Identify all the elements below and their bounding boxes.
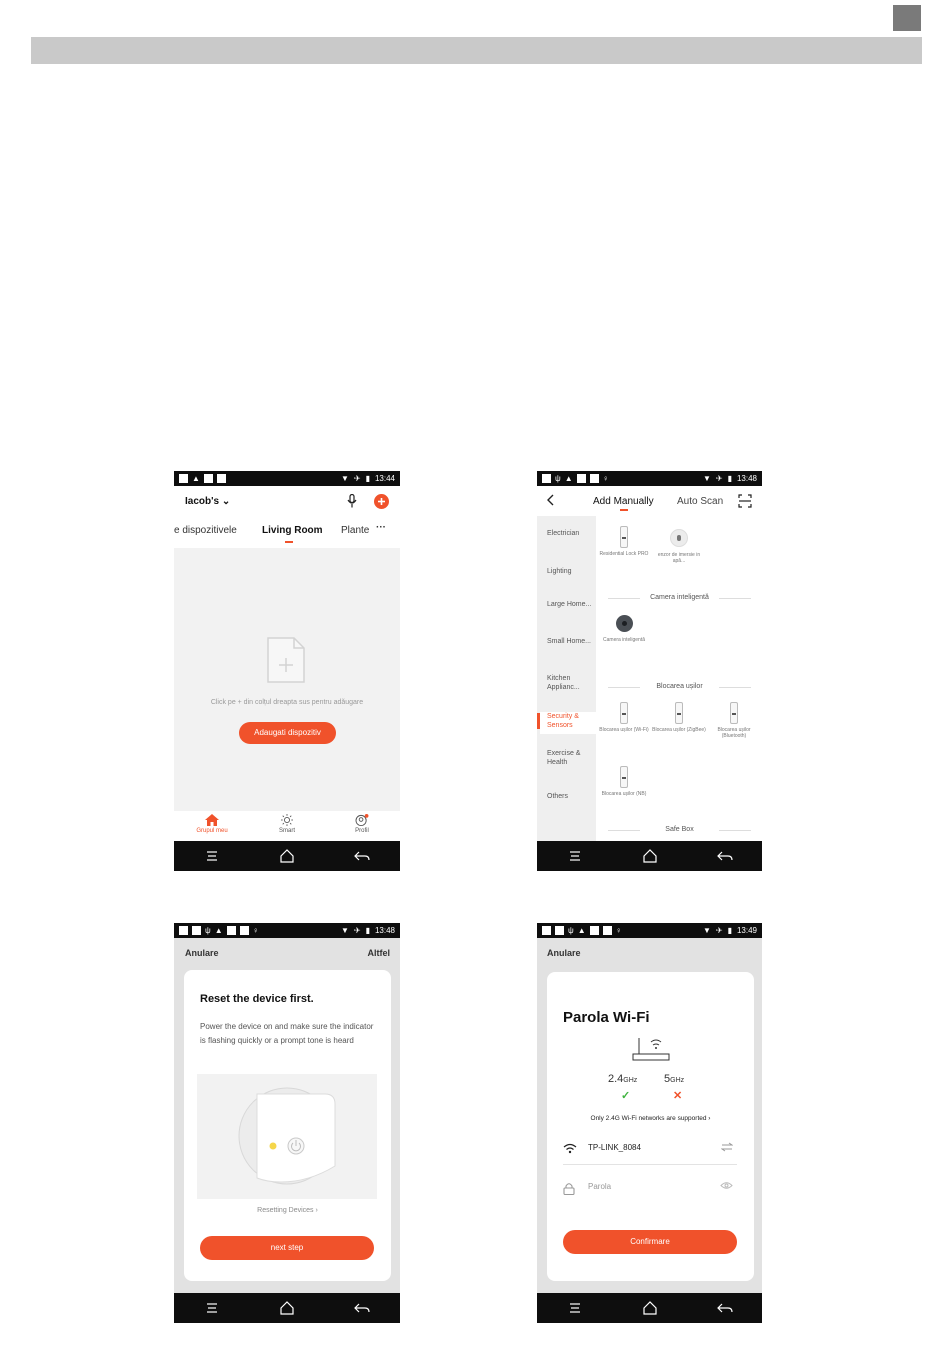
device-label: Blocarea ușilor (ZigBee) — [652, 727, 706, 733]
home-icon — [205, 814, 219, 826]
door-lock-icon — [675, 702, 683, 724]
frequency-24 — [608, 1073, 637, 1085]
wifi-icon: ▼ — [702, 926, 711, 935]
status-bar: ▲ ▼ ✈ ▮ 13:44 — [174, 471, 400, 486]
screenshot-home — [174, 471, 400, 871]
device-tile[interactable] — [706, 702, 762, 739]
door-lock-icon — [620, 766, 628, 788]
tab-all-devices[interactable]: e dispozitivele — [174, 525, 237, 536]
home-name: Iacob's — [185, 496, 220, 507]
category-item[interactable]: Kitchen Applianc... — [547, 675, 580, 691]
card-description: Power the device on and make sure the indicator is flashing quickly or a prompt tone is heard — [200, 1022, 374, 1045]
screenshot-add-device — [537, 471, 762, 871]
reset-card — [184, 970, 391, 1281]
category-item[interactable]: Large Home... — [547, 601, 592, 608]
switch-network-icon[interactable] — [721, 1142, 733, 1152]
wifi-ssid: TP-LINK_8084 — [588, 1143, 641, 1152]
other-button[interactable]: Altfel — [367, 948, 390, 958]
sun-icon — [280, 814, 294, 826]
android-nav-bar — [174, 841, 400, 871]
category-list — [537, 516, 596, 841]
wifi-support-note[interactable] — [547, 1115, 754, 1122]
section-header: Camera inteligentă — [608, 594, 751, 601]
device-tile[interactable] — [651, 526, 707, 564]
category-item[interactable]: Lighting — [547, 568, 572, 575]
water-sensor-icon — [670, 529, 688, 547]
back-icon[interactable] — [715, 1301, 735, 1315]
profile-icon — [354, 814, 370, 826]
home-nav-icon[interactable] — [640, 1301, 660, 1315]
back-icon[interactable] — [352, 1301, 372, 1315]
add-device-button[interactable]: Adaugati dispozitiv — [239, 722, 336, 744]
home-selector[interactable] — [185, 496, 230, 507]
device-tile[interactable] — [596, 766, 652, 797]
back-arrow-icon[interactable] — [546, 494, 555, 506]
link-label: Resetting Devices — [257, 1207, 314, 1214]
battery-icon: ▮ — [727, 474, 732, 483]
device-label: Blocarea ușilor (NB) — [601, 791, 647, 797]
android-nav-bar — [537, 841, 762, 871]
indicator-light-icon — [270, 1143, 277, 1150]
device-grid — [596, 516, 762, 841]
wifi-icon: ▼ — [340, 474, 349, 483]
frequency-unit: GHz — [623, 1077, 638, 1084]
door-lock-icon — [730, 702, 738, 724]
status-time: 13:44 — [374, 474, 395, 483]
screenshot-reset-device — [174, 923, 400, 1323]
eye-icon[interactable] — [720, 1181, 733, 1190]
category-item[interactable]: Exercise & Health — [547, 750, 581, 766]
next-step-button[interactable]: next step — [200, 1236, 374, 1260]
bottom-tab-bar — [174, 811, 400, 841]
device-label: Blocarea ușilor (Bluetooth) — [717, 727, 751, 739]
device-label: Residential Lock PRO — [599, 551, 649, 557]
device-label: Camera inteligentă — [603, 637, 645, 643]
bottom-tab-smart[interactable] — [262, 814, 312, 834]
wifi-icon — [563, 1143, 577, 1154]
device-tile[interactable] — [596, 526, 652, 557]
tab-living-room[interactable]: Living Room — [262, 525, 323, 536]
home-nav-icon[interactable] — [277, 849, 297, 863]
cancel-button[interactable]: Anulare — [547, 948, 581, 958]
door-lock-icon — [620, 526, 628, 548]
category-item[interactable]: Small Home... — [547, 638, 591, 645]
category-item[interactable]: Electrician — [547, 530, 580, 537]
bottom-tab-profile[interactable] — [337, 814, 387, 834]
camera-icon — [616, 615, 633, 632]
reset-illustration — [197, 1074, 377, 1199]
section-header: Safe Box — [608, 826, 751, 833]
tab-auto-scan[interactable]: Auto Scan — [677, 496, 724, 507]
bottom-tab-label: Profil — [355, 828, 369, 834]
back-icon[interactable] — [352, 849, 372, 863]
status-time: 13:48 — [736, 474, 757, 483]
cancel-button[interactable]: Anulare — [185, 948, 219, 958]
status-bar: ψ ▲ ♀ ▼ ✈ ▮ 13:48 — [174, 923, 400, 938]
device-label: enzor de imersie in apă... — [657, 552, 701, 564]
screenshot-wifi-password — [537, 923, 762, 1323]
category-item-security[interactable]: Security & Sensors — [540, 712, 606, 734]
battery-icon: ▮ — [365, 926, 370, 935]
check-icon: ✓ — [621, 1090, 631, 1102]
android-nav-bar — [537, 1293, 762, 1323]
active-tab-indicator — [285, 541, 293, 543]
card-title: Reset the device first. — [200, 993, 314, 1005]
tab-add-manually[interactable]: Add Manually — [593, 496, 654, 507]
wifi-card — [547, 972, 754, 1281]
android-nav-bar — [174, 1293, 400, 1323]
menu-icon[interactable] — [202, 1301, 222, 1315]
tab-plante[interactable]: Plante — [341, 525, 370, 536]
microphone-icon[interactable] — [347, 494, 357, 508]
frequency-unit: GHz — [670, 1077, 685, 1084]
confirm-button[interactable]: Confirmare — [563, 1230, 737, 1254]
page-header-bar — [31, 37, 922, 64]
resetting-devices-link[interactable] — [184, 1207, 391, 1214]
frequency-value: 2.4 — [608, 1073, 624, 1085]
bottom-tab-my-group[interactable] — [187, 814, 237, 834]
section-header: Blocarea ușilor — [608, 683, 751, 690]
menu-icon[interactable] — [565, 849, 585, 863]
frequency-value: 5 — [664, 1073, 671, 1085]
back-icon[interactable] — [715, 849, 735, 863]
router-icon — [631, 1034, 671, 1064]
empty-document-icon — [266, 636, 306, 684]
note-text: Only 2.4G Wi-Fi networks are supported — [590, 1115, 707, 1122]
battery-icon: ▮ — [365, 474, 370, 483]
bottom-tab-label: Grupul meu — [196, 828, 228, 834]
menu-icon[interactable] — [565, 1301, 585, 1315]
device-tile[interactable] — [596, 612, 652, 643]
home-nav-icon[interactable] — [277, 1301, 297, 1315]
wifi-icon: ▼ — [702, 474, 711, 483]
scan-icon[interactable] — [738, 494, 752, 508]
lock-icon — [563, 1182, 575, 1195]
status-bar: ψ ▲ ♀ ▼ ✈ ▮ 13:48 — [537, 471, 762, 486]
device-power-illustration — [197, 1074, 377, 1199]
device-label: Blocarea ușilor (Wi-Fi) — [599, 727, 649, 733]
status-bar: ψ ▲ ♀ ▼ ✈ ▮ 13:49 — [537, 923, 762, 938]
status-time: 13:48 — [374, 926, 395, 935]
device-tile[interactable] — [651, 702, 707, 733]
status-time: 13:49 — [736, 926, 757, 935]
add-device-plus-button[interactable] — [374, 494, 389, 509]
chevron-right-icon: › — [315, 1207, 318, 1214]
empty-state-area — [174, 548, 400, 811]
menu-icon[interactable] — [202, 849, 222, 863]
password-field[interactable] — [563, 1178, 737, 1200]
category-item[interactable]: Others — [547, 793, 569, 800]
wifi-ssid-row[interactable] — [563, 1139, 737, 1161]
plus-icon — [374, 494, 389, 509]
bottom-tab-label: Smart — [278, 828, 295, 834]
divider — [563, 1164, 737, 1165]
device-tile[interactable] — [596, 702, 652, 733]
home-nav-icon[interactable] — [640, 849, 660, 863]
page-corner-marker — [893, 5, 921, 31]
chevron-down-icon: ⌄ — [221, 496, 231, 507]
chevron-right-icon: › — [708, 1115, 711, 1122]
password-placeholder: Parola — [588, 1182, 612, 1191]
empty-hint-text: Click pe + din colțul dreapta sus pentru adăugare — [210, 699, 364, 706]
cross-icon: ✕ — [673, 1090, 683, 1102]
door-lock-icon — [620, 702, 628, 724]
battery-icon: ▮ — [727, 926, 732, 935]
active-tab-indicator — [620, 509, 628, 511]
ellipsis-icon[interactable]: ··· — [376, 522, 386, 533]
wifi-icon: ▼ — [340, 926, 349, 935]
frequency-5 — [664, 1073, 684, 1085]
card-title: Parola Wi-Fi — [563, 1009, 650, 1026]
